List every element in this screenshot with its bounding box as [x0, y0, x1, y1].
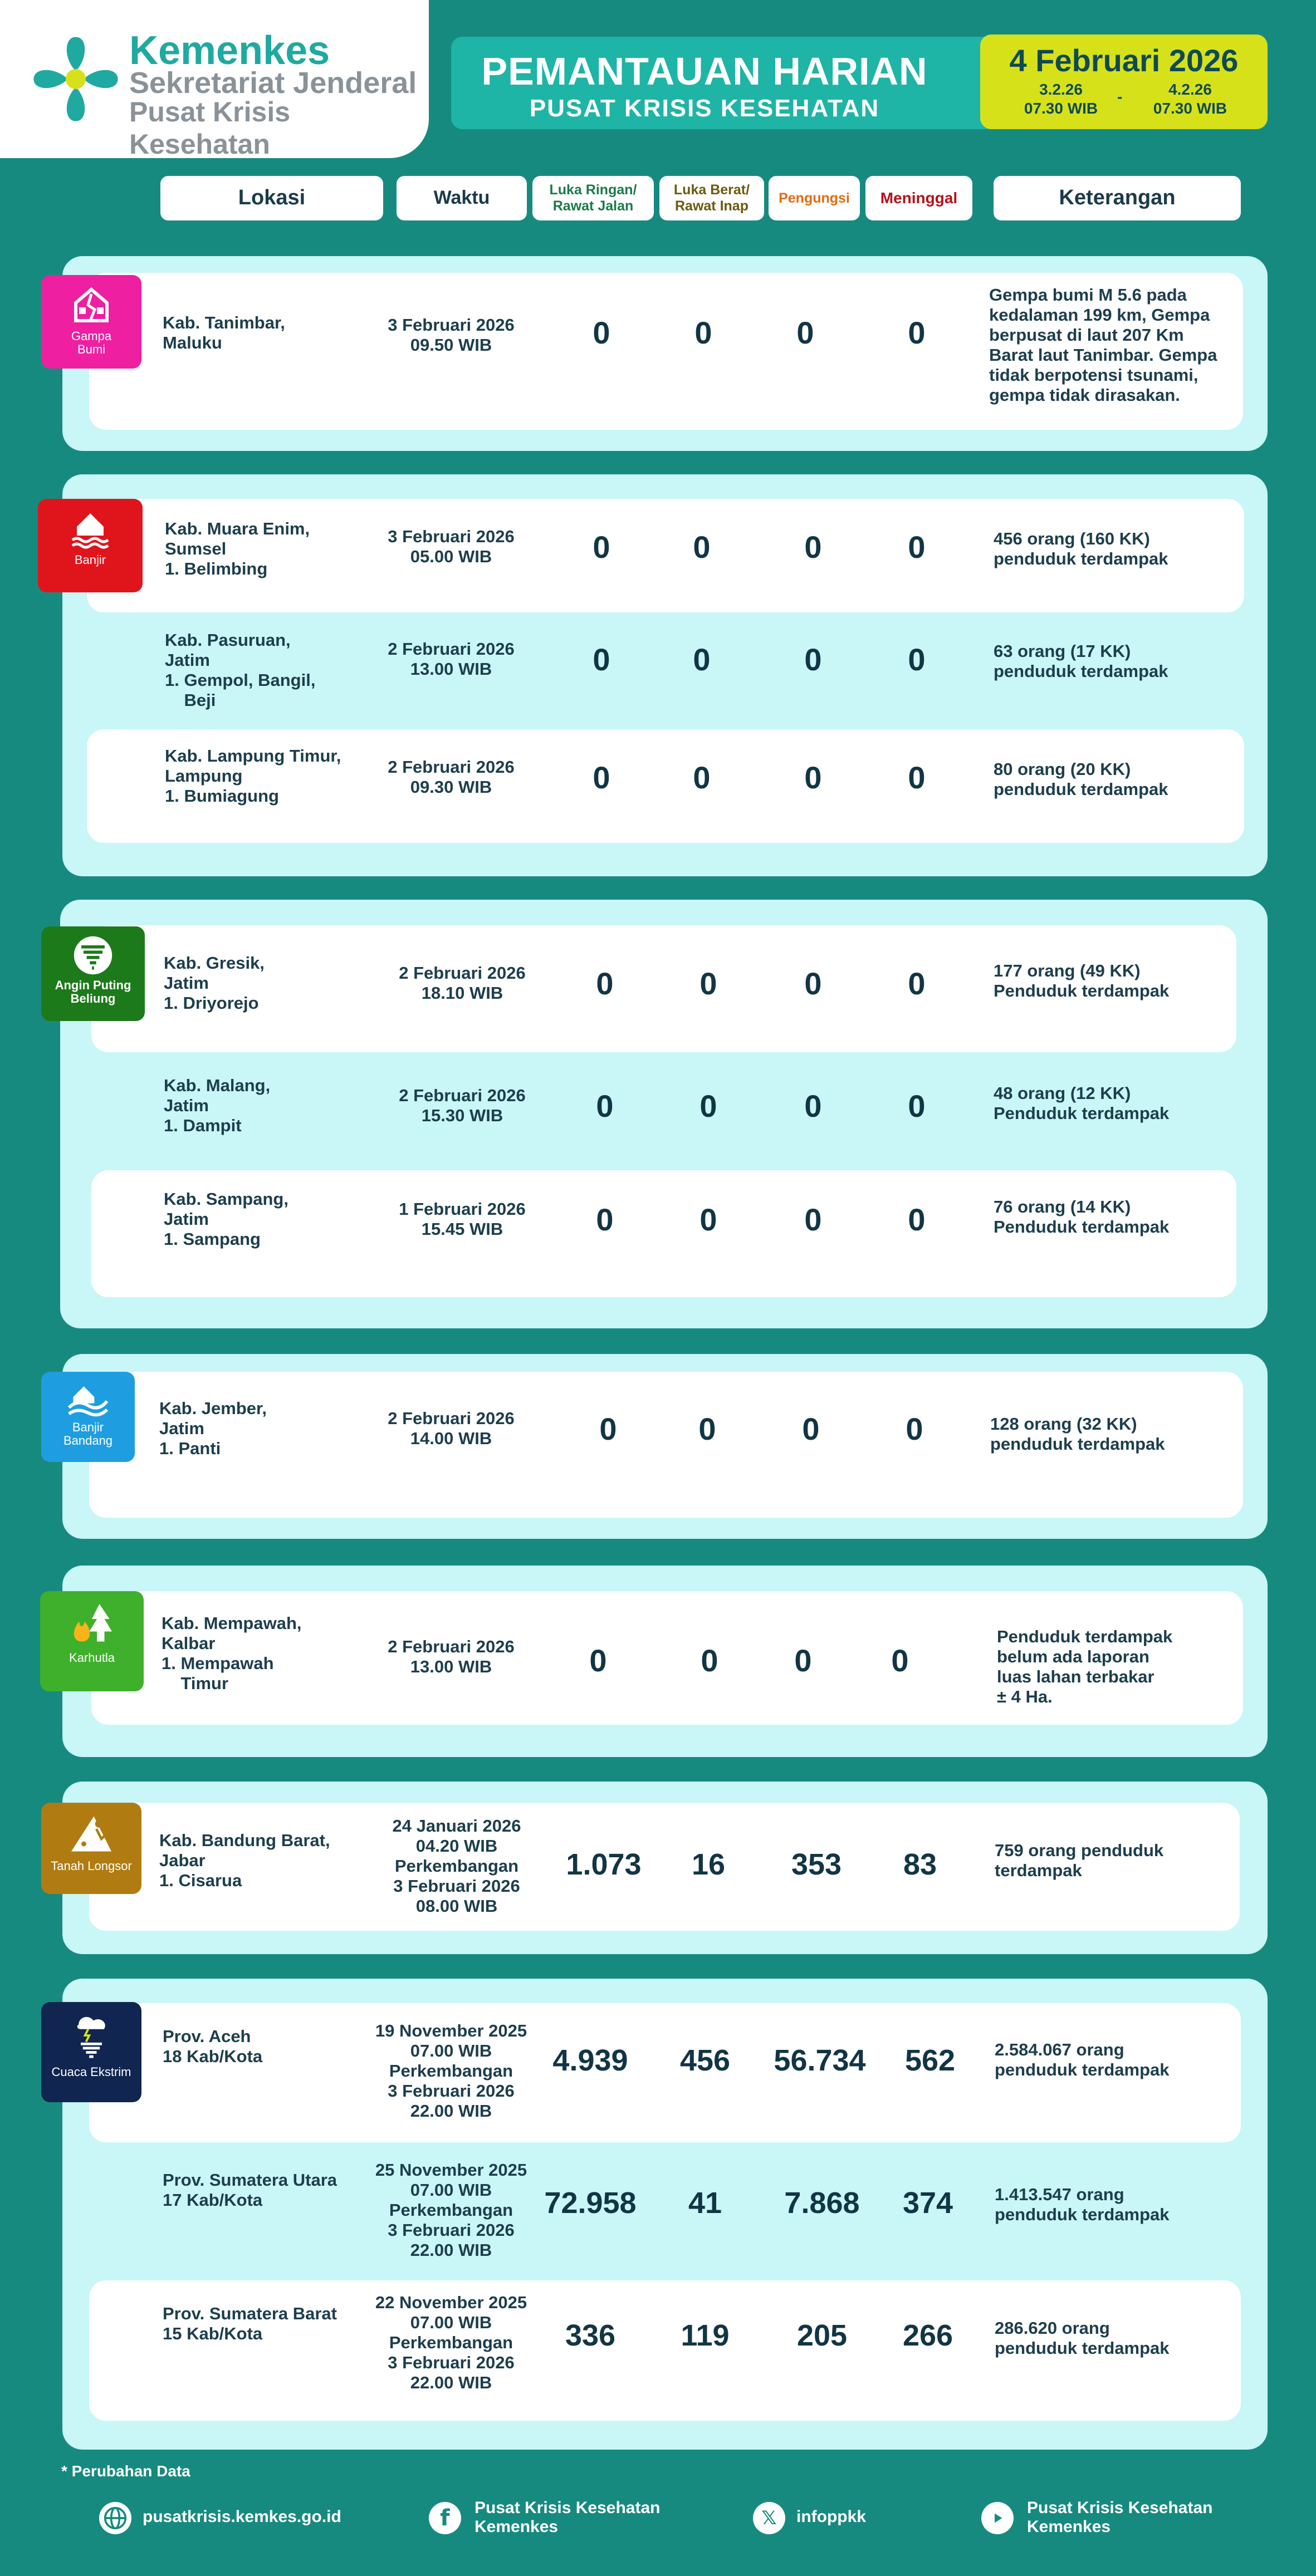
house-quake-icon: [69, 283, 114, 327]
row-keterangan: 177 orang (49 KK) Penduduk terdampak: [994, 961, 1170, 1000]
row-pengungsi: 0: [796, 315, 814, 350]
badge-karhutla: [40, 1591, 144, 1691]
x-icon: 𝕏: [753, 2502, 785, 2534]
row-waktu: 2 Februari 2026 18.10 WIB: [399, 963, 526, 1003]
row-keterangan: 128 orang (32 KK) penduduk terdampak: [990, 1414, 1165, 1454]
row-luka-berat: 119: [681, 2319, 730, 2352]
col-luka-ringan: Luka Ringan/ Rawat Jalan: [532, 176, 654, 220]
globe-icon: [99, 2502, 131, 2534]
range-start: [1008, 80, 1114, 118]
row-waktu: 2 Februari 2026 14.00 WIB: [388, 1409, 515, 1448]
row-pengungsi: 0: [804, 760, 822, 795]
page-subtitle: PUSAT KRISIS KESEHATAN: [529, 95, 880, 122]
row-waktu: 2 Februari 2026 15.30 WIB: [399, 1086, 526, 1125]
row-luka-berat: 16: [691, 1848, 726, 1881]
row-luka-berat: 0: [701, 1643, 718, 1678]
website-link[interactable]: pusatkrisis.kemkes.go.id: [143, 2508, 341, 2526]
row-waktu: 24 Januari 2026 04.20 WIB Perkembangan 3 Februari 2026 08.00 WIB: [392, 1816, 521, 1916]
row-keterangan: Penduduk terdampak belum ada laporan luas lahan terbakar ± 4 Ha.: [997, 1627, 1173, 1706]
col-keterangan: Keterangan: [994, 176, 1241, 220]
row-meninggal: 0: [906, 1411, 923, 1446]
row-pengungsi: 0: [804, 642, 822, 677]
report-date: 4 Februari 2026: [1009, 43, 1239, 78]
row-lokasi: Kab. Sampang, Jatim 1. Sampang: [164, 1189, 288, 1249]
badge-label: Angin Puting Beliung: [55, 978, 131, 1006]
row-lokasi: Kab. Jember, Jatim 1. Panti: [159, 1399, 267, 1458]
badge-label: Gampa Bumi: [71, 329, 112, 357]
row-keterangan: 1.413.547 orang penduduk terdampak: [995, 2185, 1170, 2224]
range-end-time: 07.30 WIB: [1153, 100, 1227, 117]
row-lokasi: Prov. Aceh 18 Kab/Kota: [163, 2027, 263, 2066]
page-title: PEMANTAUAN HARIAN: [481, 50, 928, 93]
row-luka-ringan: 0: [589, 1643, 607, 1678]
landslide-icon: [66, 1810, 116, 1857]
row-luka-berat: 0: [699, 1088, 717, 1123]
row-luka-ringan: 0: [596, 966, 614, 1001]
row-pengungsi: 56.734: [774, 2044, 866, 2077]
row-luka-ringan: 0: [593, 315, 610, 350]
row-luka-ringan: 0: [593, 642, 610, 677]
row-lokasi: Kab. Muara Enim, Sumsel 1. Belimbing: [165, 519, 310, 578]
brand-sub1: Sekretariat Jenderal: [129, 66, 417, 100]
row-pengungsi: 0: [804, 1088, 822, 1123]
row-luka-berat: 41: [688, 2186, 722, 2220]
youtube-link[interactable]: Pusat Krisis Kesehatan Kemenkes: [1027, 2499, 1213, 2536]
row-meninggal: 374: [902, 2186, 953, 2220]
row-luka-berat: 0: [694, 315, 712, 350]
range-start-time: 07.30 WIB: [1024, 100, 1098, 117]
row-luka-ringan: 336: [565, 2319, 616, 2352]
row-meninggal: 0: [908, 1088, 926, 1123]
row-luka-ringan: 0: [596, 1088, 614, 1123]
facebook-icon: f: [429, 2502, 461, 2534]
row-keterangan: Gempa bumi M 5.6 pada kedalaman 199 km, Gempa berpusat di laut 207 Km Barat laut Tanimbar. Gempa tidak berpotensi tsunami, gempa tidak dirasakan.: [989, 285, 1217, 405]
row-waktu: 19 November 2025 07.00 WIB Perkembangan 3 Februari 2026 22.00 WIB: [375, 2021, 527, 2121]
brand-name: Kemenkes: [129, 28, 330, 73]
row-keterangan: 63 orang (17 KK) penduduk terdampak: [994, 641, 1168, 681]
facebook-link[interactable]: Pusat Krisis Kesehatan Kemenkes: [474, 2499, 661, 2536]
row-luka-ringan: 0: [596, 1202, 614, 1237]
row-luka-berat: 0: [693, 760, 711, 795]
row-pengungsi: 0: [804, 966, 822, 1001]
row-pengungsi: 353: [791, 1848, 842, 1881]
row-meninggal: 0: [908, 642, 926, 677]
row-lokasi: Kab. Gresik, Jatim 1. Driyorejo: [164, 953, 265, 1013]
row-meninggal: 0: [908, 1202, 926, 1237]
badge-banjir-bandang: [41, 1372, 135, 1462]
brand-sub2: Pusat Krisis Kesehatan: [129, 96, 291, 160]
row-luka-berat: 456: [679, 2044, 731, 2077]
row-meninggal: 0: [908, 966, 926, 1001]
range-dash: -: [1117, 88, 1123, 105]
badge-tanah-longsor: [41, 1803, 141, 1894]
row-keterangan: 80 orang (20 KK) penduduk terdampak: [994, 759, 1168, 799]
row-keterangan: 48 orang (12 KK) Penduduk terdampak: [994, 1083, 1170, 1123]
row-luka-ringan: 4.939: [552, 2044, 628, 2077]
range-end-date: 4.2.26: [1168, 81, 1212, 98]
row-waktu: 2 Februari 2026 13.00 WIB: [388, 639, 515, 679]
row-luka-ringan: 0: [593, 760, 610, 795]
row-luka-berat: 0: [699, 1202, 717, 1237]
row-keterangan: 759 orang penduduk terdampak: [995, 1841, 1164, 1880]
badge-label: Karhutla: [69, 1651, 115, 1665]
row-waktu: 2 Februari 2026 13.00 WIB: [388, 1637, 515, 1676]
row-lokasi: Kab. Malang, Jatim 1. Dampit: [164, 1076, 271, 1135]
row-waktu: 2 Februari 2026 09.30 WIB: [388, 757, 515, 797]
row-pengungsi: 0: [804, 1202, 822, 1237]
row-lokasi: Kab. Lampung Timur, Lampung 1. Bumiagung: [165, 746, 341, 806]
row-waktu: 3 Februari 2026 05.00 WIB: [388, 527, 515, 566]
row-lokasi: Prov. Sumatera Utara 17 Kab/Kota: [163, 2170, 337, 2210]
logo-area: [0, 0, 429, 158]
row-meninggal: 0: [908, 760, 926, 795]
row-luka-berat: 0: [693, 529, 711, 565]
row-meninggal: 0: [908, 315, 926, 350]
row-meninggal: 0: [908, 529, 926, 565]
row-pengungsi: 7.868: [784, 2186, 860, 2220]
row-luka-berat: 0: [693, 642, 711, 677]
row-keterangan: 76 orang (14 KK) Penduduk terdampak: [994, 1197, 1170, 1237]
youtube-icon: [981, 2502, 1014, 2534]
date-box: [980, 35, 1268, 129]
row-luka-ringan: 1.073: [566, 1848, 642, 1881]
row-lokasi: Kab. Tanimbar, Maluku: [163, 313, 285, 352]
forest-fire-icon: [67, 1599, 117, 1649]
footnote: * Perubahan Data: [61, 2462, 190, 2480]
flood-house-icon: [68, 507, 112, 551]
row-waktu: 3 Februari 2026 09.50 WIB: [388, 315, 515, 355]
row-lokasi: Prov. Sumatera Barat 15 Kab/Kota: [163, 2304, 337, 2343]
kemenkes-logo-icon: [26, 29, 126, 129]
range-start-date: 3.2.26: [1039, 81, 1083, 98]
row-keterangan: 286.620 orang penduduk terdampak: [995, 2318, 1170, 2358]
badge-banjir: [38, 499, 143, 592]
row-pengungsi: 205: [796, 2319, 848, 2352]
row-lokasi: Kab. Pasuruan, Jatim 1. Gempol, Bangil, Beji: [165, 630, 316, 710]
badge-angin-puting-beliung: [41, 926, 145, 1021]
badge-label: Cuaca Ekstrim: [51, 2065, 131, 2079]
range-end: [1137, 80, 1243, 118]
col-luka-berat: Luka Berat/ Rawat Inap: [659, 176, 764, 220]
badge-cuaca-ekstrim: [41, 2002, 141, 2102]
col-pengungsi: Pengungsi: [769, 176, 860, 220]
badge-label: Banjir: [74, 553, 106, 567]
row-lokasi: Kab. Bandung Barat, Jabar 1. Cisarua: [159, 1831, 330, 1890]
row-meninggal: 83: [903, 1848, 937, 1881]
badge-label: Banjir Bandang: [63, 1420, 113, 1448]
row-luka-berat: 0: [698, 1411, 716, 1446]
row-pengungsi: 0: [794, 1643, 812, 1678]
row-waktu: 25 November 2025 07.00 WIB Perkembangan 3 Februari 2026 22.00 WIB: [375, 2160, 527, 2260]
row-pengungsi: 0: [804, 529, 822, 565]
row-lokasi: Kab. Mempawah, Kalbar 1. Mempawah Timur: [162, 1613, 302, 1693]
col-meninggal: Meninggal: [865, 176, 972, 220]
x-link[interactable]: infoppkk: [796, 2508, 866, 2526]
row-luka-ringan: 0: [593, 529, 610, 565]
row-meninggal: 0: [891, 1643, 909, 1678]
row-meninggal: 266: [902, 2319, 953, 2352]
row-meninggal: 562: [904, 2044, 956, 2077]
storm-icon: [70, 2010, 112, 2063]
badge-label: Tanah Longsor: [51, 1859, 132, 1873]
badge-gempa-bumi: [41, 275, 141, 369]
row-waktu: 22 November 2025 07.00 WIB Perkembangan 3 Februari 2026 22.00 WIB: [375, 2293, 527, 2392]
row-keterangan: 2.584.067 orang penduduk terdampak: [995, 2040, 1170, 2079]
row-luka-ringan: 72.958: [544, 2186, 637, 2220]
row-luka-berat: 0: [699, 966, 717, 1001]
col-waktu: Waktu: [397, 176, 527, 220]
col-lokasi: Lokasi: [160, 176, 383, 220]
row-pengungsi: 0: [802, 1411, 820, 1446]
flash-flood-icon: [67, 1380, 109, 1419]
row-waktu: 1 Februari 2026 15.45 WIB: [399, 1199, 526, 1239]
row-luka-ringan: 0: [599, 1411, 617, 1446]
row-keterangan: 456 orang (160 KK) penduduk terdampak: [994, 529, 1168, 568]
tornado-icon: [72, 934, 114, 977]
